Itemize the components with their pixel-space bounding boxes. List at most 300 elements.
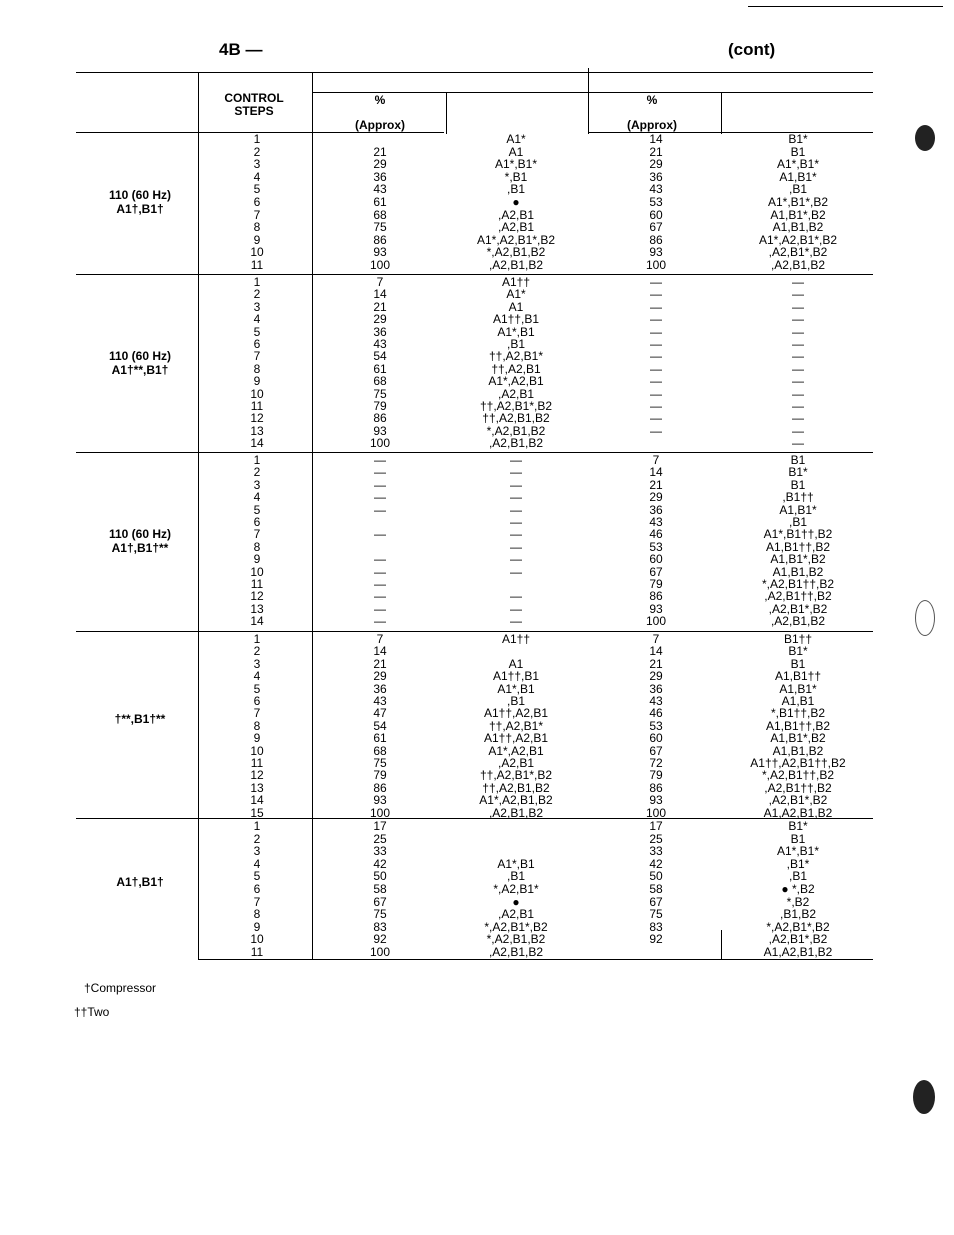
cell-steps: 9 — [253, 232, 261, 247]
cell-comb-b: A1,B1*,B2 — [770, 207, 826, 222]
cell-steps: 11 — [250, 258, 264, 272]
cell-pct-a: 42 — [373, 856, 387, 871]
cell-comb-a: A1†† — [501, 632, 531, 646]
cell-steps: 6 — [253, 337, 261, 351]
cell-pct-a: 79 — [373, 768, 387, 783]
cell-pct-b: 21 — [649, 144, 663, 159]
cell-comb-b: — — [792, 374, 804, 389]
cell-pct-a: 33 — [373, 844, 387, 859]
cell-steps: 10 — [250, 386, 264, 401]
cell-pct-a: 29 — [373, 157, 387, 172]
cell-pct-b: 67 — [649, 743, 663, 758]
cell-pct-b: 14 — [649, 644, 663, 659]
cell-pct-a: 29 — [373, 669, 387, 684]
cell-pct-b: — — [650, 349, 662, 364]
cell-pct-a: 43 — [373, 182, 387, 197]
cell-comb-b: B1 — [790, 144, 806, 159]
cell-pct-b: 50 — [649, 869, 663, 884]
cell-pct-a: — — [374, 490, 386, 505]
cell-steps: 7 — [253, 207, 261, 222]
cell-steps: 3 — [253, 299, 261, 314]
cell-comb-a: ,A2,B1,B2 — [488, 258, 544, 272]
cell-comb-b: A1,A2,B1,B2 — [763, 805, 833, 820]
cell-pct-a: 75 — [373, 907, 387, 922]
cell-pct-b: 58 — [649, 882, 663, 896]
cell-steps: 14 — [250, 793, 264, 808]
cell-pct-b: — — [650, 299, 662, 314]
cell-comb-a: *,A2,B1,B2 — [486, 423, 546, 438]
cell-pct-b: 79 — [649, 577, 663, 591]
cell-comb-a: ,A2,B1 — [497, 386, 535, 401]
cell-comb-a: ,A2,B1 — [497, 756, 535, 770]
cell-comb-a: — — [510, 453, 522, 467]
cell-comb-a: ,A2,B1 — [497, 907, 535, 922]
subheader-rule — [312, 92, 873, 93]
cell-pct-b: 93 — [649, 245, 663, 260]
cell-pct-a: 86 — [373, 780, 387, 795]
cell-comb-b: — — [792, 386, 804, 401]
cell-steps: 1 — [253, 632, 261, 646]
group-label-line2: A1†**,B1† — [111, 362, 169, 377]
cell-comb-a: — — [510, 564, 522, 579]
cell-steps: 11 — [250, 577, 264, 591]
cell-comb-a: A1*,A2,B1 — [488, 743, 544, 758]
cell-steps: 1 — [253, 275, 261, 289]
cell-comb-a: A1*,A2,B1,B2 — [479, 793, 553, 808]
cell-pct-a: 43 — [373, 337, 387, 351]
cell-comb-b: B1 — [790, 831, 806, 846]
cell-comb-a: ††,A2,B1,B2 — [482, 411, 550, 426]
cell-steps: 14 — [250, 436, 264, 451]
cell-comb-a: A1*,A2,B1 — [488, 374, 544, 389]
cell-comb-a: ● — [512, 195, 520, 209]
cell-steps: 6 — [253, 195, 261, 209]
cell-pct-a: 61 — [373, 195, 387, 209]
cell-comb-b: B1* — [788, 819, 808, 833]
cell-pct-a: 86 — [373, 232, 387, 247]
group-label-line2: A1†,B1† — [116, 202, 164, 217]
group-label-line2: A1†,B1†** — [111, 540, 169, 555]
cell-comb-b: *,A2,B1*,B2 — [766, 919, 830, 934]
cell-pct-a: 86 — [373, 411, 387, 426]
cell-pct-a: 54 — [373, 349, 387, 364]
cell-comb-b: A1,A2,B1,B2 — [763, 945, 833, 959]
cell-pct-b: 43 — [649, 182, 663, 197]
cell-steps: 12 — [250, 768, 264, 783]
cell-pct-b: 92 — [649, 932, 663, 947]
cell-pct-a: — — [374, 477, 386, 492]
cell-pct-a: 93 — [373, 245, 387, 260]
cell-pct-b: 53 — [649, 195, 663, 209]
cell-comb-b: — — [792, 436, 804, 451]
cell-comb-b: A1,B1*,B2 — [770, 731, 826, 746]
cell-comb-b: *,A2,B1††,B2 — [761, 577, 835, 591]
cell-pct-b: 100 — [645, 258, 667, 272]
cell-pct-b: 25 — [649, 831, 663, 846]
cell-comb-a: — — [510, 527, 522, 542]
cell-pct-b: — — [650, 361, 662, 376]
cell-comb-a: A1*,B1* — [494, 157, 538, 172]
cell-pct-a: 14 — [373, 644, 387, 659]
cell-pct-a: 25 — [373, 831, 387, 846]
cell-comb-a: — — [510, 601, 522, 616]
cell-steps: 5 — [253, 681, 261, 696]
cell-pct-a: 100 — [369, 258, 391, 272]
cell-pct-a: — — [374, 601, 386, 616]
cell-pct-a: 83 — [373, 919, 387, 934]
cell-steps: 3 — [253, 656, 261, 671]
cell-comb-b: *,B2 — [786, 894, 810, 909]
cell-comb-a: *,A2,B1* — [493, 882, 539, 896]
cell-comb-b: B1 — [790, 477, 806, 492]
cell-steps: 13 — [250, 601, 264, 616]
cell-comb-a: — — [510, 465, 522, 480]
cell-pct-b: 29 — [649, 490, 663, 505]
cell-comb-b: — — [792, 349, 804, 364]
cell-pct-a: 50 — [373, 869, 387, 884]
cell-pct-a: 14 — [373, 287, 387, 302]
cell-comb-a: *,B1 — [504, 169, 528, 184]
cell-comb-a: *,A2,B1*,B2 — [484, 919, 548, 934]
cell-pct-b: 14 — [649, 465, 663, 480]
cell-steps: 4 — [253, 169, 261, 184]
cell-steps: 11 — [250, 756, 264, 770]
cell-comb-b: — — [792, 312, 804, 327]
cell-steps: 3 — [253, 844, 261, 859]
cell-comb-b: — — [792, 299, 804, 314]
cell-pct-b: 86 — [649, 232, 663, 247]
cell-steps: 8 — [253, 220, 261, 235]
punch-hole-1 — [915, 125, 935, 151]
cell-pct-a: 54 — [373, 718, 387, 733]
cell-steps: 5 — [253, 182, 261, 197]
cell-comb-b: A1,B1* — [779, 681, 817, 696]
cell-comb-b: ,B1 — [788, 869, 807, 884]
cell-pct-a: 21 — [373, 144, 387, 159]
cell-steps: 5 — [253, 324, 261, 339]
cell-comb-a: ,A2,B1 — [497, 220, 535, 235]
cell-pct-b: 60 — [649, 207, 663, 222]
cell-comb-b: A1††,A2,B1††,B2 — [750, 756, 846, 770]
footnote-compressor: †Compressor — [84, 981, 157, 995]
cell-pct-b: — — [650, 287, 662, 302]
cell-comb-a: — — [510, 502, 522, 517]
cell-comb-b: *,B1††,B2 — [770, 706, 826, 721]
cell-steps: 6 — [253, 694, 261, 708]
group-rule-3 — [76, 631, 873, 632]
cell-steps: 14 — [250, 614, 264, 629]
group-label — [80, 527, 200, 555]
cell-pct-a: 68 — [373, 743, 387, 758]
cell-comb-b: ,B1,B2 — [779, 907, 817, 922]
cell-pct-b: 17 — [649, 819, 663, 833]
cell-comb-a: ,A2,B1,B2 — [488, 436, 544, 451]
cell-pct-a: 17 — [373, 819, 387, 833]
cell-pct-b: 46 — [649, 527, 663, 542]
cell-comb-b: A1*,B1*,B2 — [767, 195, 829, 209]
cell-comb-a: ††,A2,B1* — [488, 349, 544, 364]
col-divider-3 — [446, 92, 447, 134]
cell-comb-b: ,A2,B1,B2 — [770, 258, 826, 272]
cell-comb-a: A1* — [506, 132, 526, 146]
cell-pct-b: 36 — [649, 169, 663, 184]
cell-pct-b: 21 — [649, 477, 663, 492]
cell-comb-b: B1†† — [783, 632, 813, 646]
punch-hole-3 — [913, 1080, 935, 1114]
cell-pct-a: 47 — [373, 706, 387, 721]
cell-comb-a: ,B1 — [506, 694, 525, 708]
cell-pct-b: 42 — [649, 856, 663, 871]
cell-steps: 3 — [253, 157, 261, 172]
cell-steps: 2 — [253, 287, 261, 302]
cell-comb-b: ,B1 — [788, 182, 807, 197]
table-bottom-rule — [198, 959, 873, 960]
cell-comb-a: A1††,B1 — [492, 312, 540, 327]
cell-steps: 15 — [250, 805, 264, 820]
cell-steps: 4 — [253, 490, 261, 505]
cell-comb-a: A1*,B1 — [497, 856, 535, 871]
cell-pct-b: 33 — [649, 844, 663, 859]
group-label-line1: 110 (60 Hz) — [108, 526, 172, 541]
cell-pct-b: 67 — [649, 220, 663, 235]
cell-pct-a: 68 — [373, 374, 387, 389]
cell-pct-b: 14 — [649, 132, 663, 146]
cell-comb-b: — — [792, 337, 804, 351]
cell-comb-a: — — [510, 614, 522, 629]
cell-steps: 12 — [250, 411, 264, 426]
cell-comb-b: — — [792, 275, 804, 289]
cell-comb-b: — — [792, 399, 804, 413]
cell-pct-a: 36 — [373, 681, 387, 696]
cell-comb-b: A1,B1†† — [774, 669, 822, 684]
cell-pct-b: 93 — [649, 601, 663, 616]
cell-pct-a: — — [374, 453, 386, 467]
cell-steps: 4 — [253, 669, 261, 684]
cell-comb-a: ,B1 — [506, 337, 525, 351]
footnote-two: ††Two — [74, 1005, 110, 1019]
cell-steps: 11 — [250, 945, 264, 959]
header-approx-right: (Approx) — [627, 118, 677, 132]
cell-steps: 2 — [253, 144, 261, 159]
cell-pct-a: 29 — [373, 312, 387, 327]
cell-comb-a: ††,A2,B1 — [491, 361, 541, 376]
cell-pct-b: — — [650, 374, 662, 389]
cell-pct-a: 75 — [373, 756, 387, 770]
cell-steps: 10 — [250, 564, 264, 579]
cell-comb-b: B1* — [788, 644, 808, 659]
cell-pct-b: 29 — [649, 669, 663, 684]
cell-pct-a: — — [374, 527, 386, 542]
cell-comb-a: ,B1 — [506, 869, 525, 884]
cell-comb-b: A1,B1*,B2 — [770, 552, 826, 567]
cell-pct-a: 58 — [373, 882, 387, 896]
cell-pct-b: 36 — [649, 502, 663, 517]
cell-comb-b: A1,B1* — [779, 502, 817, 517]
cell-comb-b: A1,B1,B2 — [772, 564, 824, 579]
cell-comb-a: ,B1 — [506, 182, 525, 197]
cell-pct-b: 21 — [649, 656, 663, 671]
header-control-steps: CONTROL STEPS — [224, 91, 284, 118]
cell-pct-a: 75 — [373, 220, 387, 235]
cell-comb-b: A1,B1 — [781, 694, 815, 708]
punch-hole-2 — [915, 600, 935, 636]
group-label-line2: †**,B1†** — [114, 712, 166, 726]
cell-comb-b: ,A2,B1*,B2 — [768, 793, 828, 808]
cell-comb-a: A1 — [508, 144, 524, 159]
cell-pct-a: 7 — [376, 275, 384, 289]
cell-pct-b: 86 — [649, 589, 663, 604]
cell-pct-a: — — [374, 465, 386, 480]
cell-steps: 3 — [253, 477, 261, 492]
cell-comb-a: A1 — [508, 299, 524, 314]
cell-comb-a: A1* — [506, 287, 526, 302]
cell-pct-b: 46 — [649, 706, 663, 721]
cell-comb-b: — — [792, 423, 804, 438]
cell-pct-b: 72 — [649, 756, 663, 770]
cell-pct-a: 43 — [373, 694, 387, 708]
cell-comb-a: A1*,A2,B1*,B2 — [476, 232, 556, 247]
cell-steps: 1 — [253, 819, 261, 833]
cell-comb-b: ,B1†† — [782, 490, 814, 505]
cell-comb-b: ,A2,B1*,B2 — [768, 601, 828, 616]
cell-pct-b: 36 — [649, 681, 663, 696]
cell-steps: 7 — [253, 527, 261, 542]
cell-steps: 4 — [253, 856, 261, 871]
cell-pct-b: 75 — [649, 907, 663, 922]
header-approx-left: (Approx) — [355, 118, 405, 132]
cell-comb-a: — — [510, 589, 522, 604]
cell-comb-b: — — [792, 361, 804, 376]
cell-pct-a: 68 — [373, 207, 387, 222]
cell-steps: 5 — [253, 502, 261, 517]
cell-pct-b: 7 — [652, 453, 660, 467]
cell-steps: 9 — [253, 919, 261, 934]
cell-comb-b: A1,B1,B2 — [772, 743, 824, 758]
cell-pct-a: — — [374, 614, 386, 629]
cell-pct-b: — — [650, 399, 662, 413]
cell-comb-b: A1*,B1* — [776, 844, 820, 859]
cell-pct-b: — — [650, 386, 662, 401]
cell-pct-b: — — [650, 275, 662, 289]
cell-comb-b: A1,B1* — [779, 169, 817, 184]
group-label-line2: A1†,B1† — [116, 875, 164, 890]
cell-pct-a: 36 — [373, 169, 387, 184]
cell-pct-b: 43 — [649, 515, 663, 529]
cell-pct-b: 29 — [649, 157, 663, 172]
cell-pct-a: 100 — [369, 436, 391, 451]
cell-comb-b: ,A2,B1††,B2 — [764, 780, 832, 795]
cell-pct-b: — — [650, 423, 662, 438]
cell-comb-b: A1*,B1* — [776, 157, 820, 172]
cell-steps: 2 — [253, 831, 261, 846]
col-divider-4 — [588, 68, 589, 134]
cell-comb-b: — — [792, 324, 804, 339]
cell-steps: 8 — [253, 539, 261, 554]
cell-pct-b: 83 — [649, 919, 663, 934]
cell-comb-b: A1,B1,B2 — [772, 220, 824, 235]
cell-pct-a: 61 — [373, 731, 387, 746]
cell-steps: 6 — [253, 882, 261, 896]
cell-comb-b: ,A2,B1*,B2 — [768, 245, 828, 260]
cell-pct-b: 100 — [645, 805, 667, 820]
cell-pct-a: — — [374, 589, 386, 604]
cell-comb-a: ,A2,B1,B2 — [488, 805, 544, 820]
cell-pct-a: 21 — [373, 656, 387, 671]
cell-comb-a: ††,A2,B1,B2 — [482, 780, 550, 795]
col-divider-5 — [721, 92, 722, 134]
cell-pct-b: — — [650, 312, 662, 327]
group-rule-2 — [76, 452, 873, 453]
cell-steps: 5 — [253, 869, 261, 884]
group-label-line1: 110 (60 Hz) — [108, 348, 172, 363]
cell-pct-b: 86 — [649, 780, 663, 795]
cell-pct-b: — — [650, 411, 662, 426]
cell-pct-a: 100 — [369, 805, 391, 820]
cell-comb-b: *,A2,B1††,B2 — [761, 768, 835, 783]
cell-comb-b: ,B1 — [788, 515, 807, 529]
group-rule-1 — [76, 274, 873, 275]
cell-comb-b: B1 — [790, 453, 806, 467]
cell-steps: 7 — [253, 706, 261, 721]
cell-pct-b: 7 — [652, 632, 660, 646]
table-top-rule — [76, 72, 873, 73]
cell-pct-a: — — [374, 564, 386, 579]
cell-pct-b: 53 — [649, 539, 663, 554]
cell-pct-a: 61 — [373, 361, 387, 376]
cell-pct-a: 7 — [376, 632, 384, 646]
cell-comb-b: A1*,B1††,B2 — [763, 527, 833, 542]
cell-steps: 13 — [250, 780, 264, 795]
cell-pct-b: — — [650, 337, 662, 351]
header-pct-left: % — [374, 93, 386, 107]
cell-pct-b: 67 — [649, 564, 663, 579]
cell-comb-a: *,A2,B1,B2 — [486, 245, 546, 260]
cell-steps: 10 — [250, 932, 264, 947]
cell-steps: 10 — [250, 743, 264, 758]
cell-steps: 7 — [253, 894, 261, 909]
cell-steps: 12 — [250, 589, 264, 604]
cell-steps: 8 — [253, 361, 261, 376]
cell-comb-b: ,A2,B1††,B2 — [764, 589, 832, 604]
cell-pct-a: 36 — [373, 324, 387, 339]
cell-comb-a: — — [510, 490, 522, 505]
cell-steps: 13 — [250, 423, 264, 438]
top-rule — [748, 6, 943, 7]
cell-comb-b: ,A2,B1,B2 — [770, 614, 826, 629]
cell-pct-b: 67 — [649, 894, 663, 909]
cell-steps: 7 — [253, 349, 261, 364]
cell-steps: 9 — [253, 374, 261, 389]
cell-comb-b: — — [792, 411, 804, 426]
cell-steps: 8 — [253, 907, 261, 922]
cell-pct-b: 93 — [649, 793, 663, 808]
cell-comb-b: ,A2,B1*,B2 — [768, 932, 828, 947]
cell-comb-b: A1,B1††,B2 — [765, 718, 831, 733]
cell-comb-a: A1†† — [501, 275, 531, 289]
cell-steps: 1 — [253, 453, 261, 467]
cell-pct-a: 21 — [373, 299, 387, 314]
cell-comb-a: *,A2,B1,B2 — [486, 932, 546, 947]
cell-comb-b: A1,B1††,B2 — [765, 539, 831, 554]
cell-pct-a: 75 — [373, 386, 387, 401]
cell-steps: 6 — [253, 515, 261, 529]
cell-steps: 9 — [253, 731, 261, 746]
cell-steps: 11 — [250, 399, 264, 413]
cell-comb-a: ,A2,B1 — [497, 207, 535, 222]
group-label — [80, 349, 200, 377]
cell-pct-b: 53 — [649, 718, 663, 733]
cell-comb-a: ,A2,B1,B2 — [488, 945, 544, 959]
